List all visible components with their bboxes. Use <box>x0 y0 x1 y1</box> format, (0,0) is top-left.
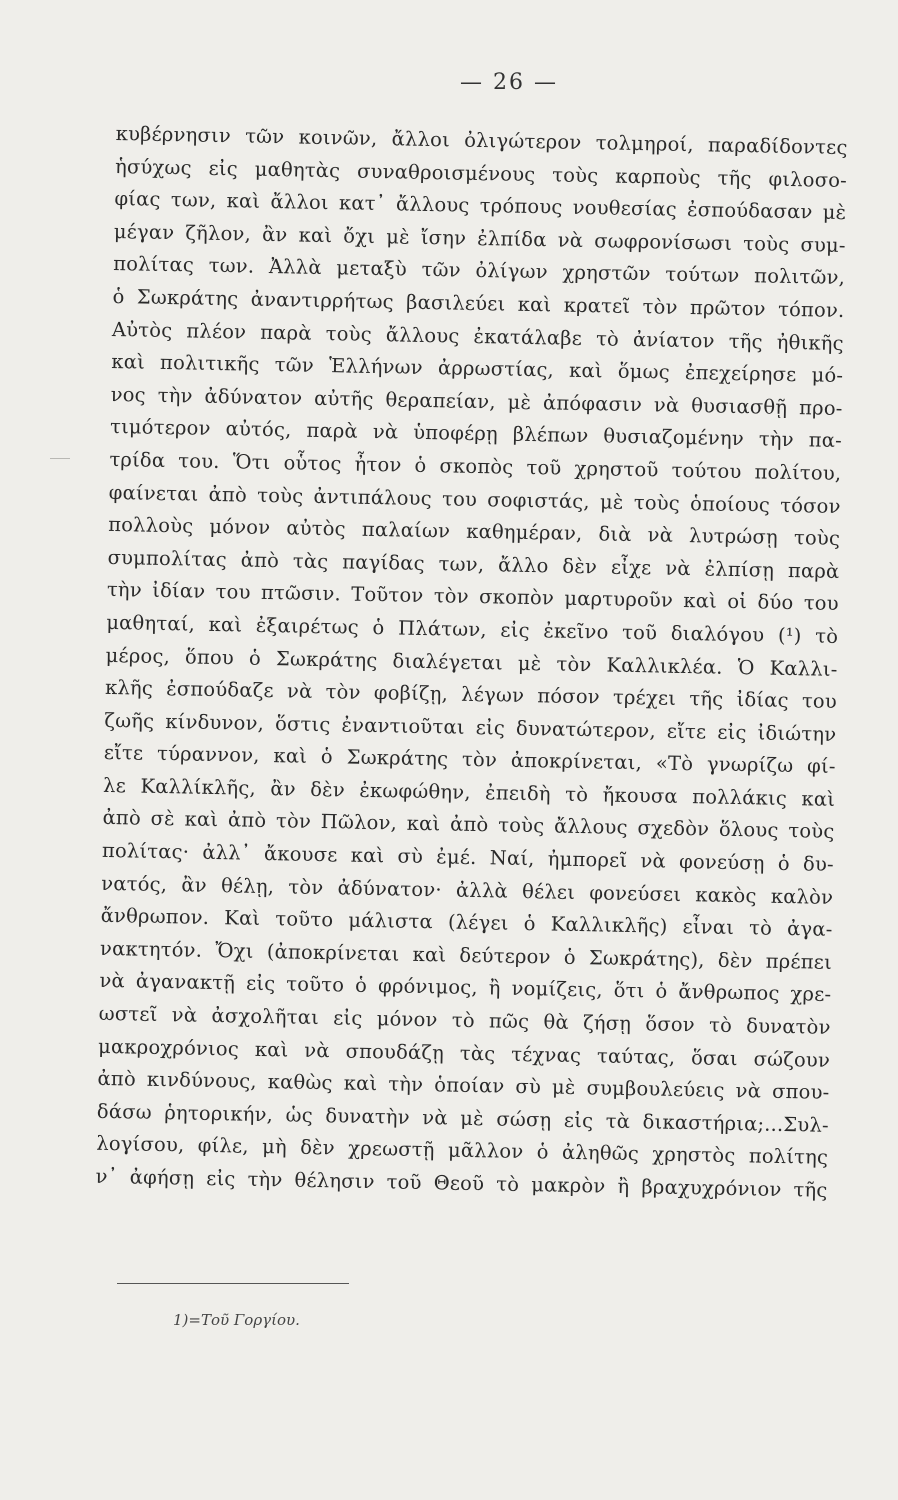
text-line: κυβέρνησιν τῶν κοινῶν, ἄλλοι ὀλιγώτερον τολμηροί, παραδίδοντες <box>115 121 848 160</box>
text-line: φαίνεται ἀπὸ τοὺς ἀντιπάλους του σοφιστάς, μὲ τοὺς ὁποίους τόσον <box>108 480 841 518</box>
text-line: τιμότερον αὐτός, παρὰ νὰ ὑποφέρῃ βλέπων θυσιαζομένην τὴν πα- <box>109 415 843 453</box>
text-line: μαθηταί, καὶ ἐξαιρέτως ὁ Πλάτων, εἰς ἐκεῖνο τοῦ διαλόγου (¹) τὸ <box>106 610 839 648</box>
text-line: τρίδα του. Ὅτι οὗτος ἦτον ὁ σκοπὸς τοῦ χρηστοῦ τούτου πολίτου, <box>109 447 842 485</box>
text-line: καὶ πολιτικῆς τῶν Ἑλλήνων ἀρρωστίας, καὶ ὅμως ἐπεχείρησε μό- <box>111 350 844 388</box>
text-line: ἀπὸ σὲ καὶ ἀπὸ τὸν Πῶλον, καὶ ἀπὸ τοὺς ἄλλους σχεδὸν ὅλους τοὺς <box>102 806 835 844</box>
text-line: πολίτας· ἀλλ᾽ ἄκουσε καὶ σὺ ἐμέ. Ναί, ἠμπορεῖ νὰ φονεύσῃ ὁ δυ- <box>101 838 835 876</box>
text-line: μέγαν ζῆλον, ἂν καὶ ὄχι μὲ ἴσην ἐλπίδα νὰ σωφρονίσωσι τοὺς συμ- <box>113 219 846 257</box>
body-text <box>95 118 848 1207</box>
text-line: ὁ Σωκράτης ἀναντιρρήτως βασιλεύει καὶ κρατεῖ τὸν πρῶτον τόπον. <box>112 284 845 322</box>
text-line: ἄνθρωπον. Καὶ τοῦτο μάλιστα (λέγει ὁ Καλλικλῆς) εἶναι τὸ ἀγα- <box>100 904 833 942</box>
text-line: ἡσύχως εἰς μαθητὰς συναθροισμένους τοὺς καρποὺς τῆς φιλοσο- <box>114 154 848 192</box>
text-line: Αὐτὸς πλέον παρὰ τοὺς ἄλλους ἐκατάλαβε τὸ ἀνίατον τῆς ἠθικῆς <box>111 317 845 355</box>
footnote: 1)=Τοῦ Γοργίου. <box>173 1311 300 1329</box>
margin-mark <box>50 458 70 459</box>
text-line: τὴν ἰδίαν του πτῶσιν. Τοῦτον τὸν σκοπὸν μαρτυροῦν καὶ οἱ δύο του <box>106 578 840 616</box>
text-line: νακτητόν. Ὄχι (ἀποκρίνεται καὶ δεύτερον ὁ Σωκράτης), δὲν πρέπει <box>99 936 833 974</box>
text-line: ωστεῖ νὰ ἀσχολῆται εἰς μόνον τὸ πῶς θὰ ζήσῃ ὅσον τὸ δυνατὸν <box>98 1001 831 1039</box>
text-line: λε Καλλίκλῆς, ἂν δὲν ἐκωφώθην, ἐπειδὴ τὸ ἤκουσα πολλάκις καὶ <box>102 773 836 811</box>
text-line: φίας των, καὶ ἄλλοι κατ᾽ ἄλλους τρόπους νουθεσίας ἐσπούδασαν μὲ <box>114 187 847 225</box>
text-line: λογίσου, φίλε, μὴ δὲν χρεωστῇ μᾶλλον ὁ ἀληθῶς χρηστὸς πολίτης <box>96 1132 829 1170</box>
text-line: νος τὴν ἀδύνατον αὐτῆς θεραπείαν, μὲ ἀπόφασιν νὰ θυσιασθῇ προ- <box>110 382 843 420</box>
text-line: μακροχρόνιος καὶ νὰ σπουδάζῃ τὰς τέχνας ταύτας, ὅσαι σώζουν <box>97 1034 831 1072</box>
footnote-divider <box>117 1283 349 1284</box>
text-line: νὰ ἀγανακτῇ εἰς τοῦτο ὁ φρόνιμος, ἢ νομίζεις, ὅτι ὁ ἄνθρωπος χρε- <box>99 969 832 1007</box>
text-line: ν᾽ ἀφήσῃ εἰς τὴν θέλησιν τοῦ Θεοῦ τὸ μακρὸν ἢ βραχυχρόνιον τῆς <box>95 1164 828 1202</box>
text-line: μέρος, ὅπου ὁ Σωκράτης διαλέγεται μὲ τὸν Καλλικλέα. Ὁ Καλλι- <box>105 643 838 681</box>
page-number: — 26 — <box>460 70 558 95</box>
text-line: πολλοὺς μόνον αὐτὸς παλαίων καθημέραν, διὰ νὰ λυτρώσῃ τοὺς <box>107 513 841 551</box>
text-line: εἴτε τύραννον, καὶ ὁ Σωκράτης τὸν ἀποκρίνεται, «Τὸ γνωρίζω φί- <box>103 741 836 779</box>
text-line: κλῆς ἐσπούδαζε νὰ τὸν φοβίζῃ, λέγων πόσον τρέχει τῆς ἰδίας του <box>104 675 838 714</box>
text-line: δάσω ῥητορικήν, ὡς δυνατὴν νὰ μὲ σώσῃ εἰς τὰ δικαστήρια;...Συλ- <box>96 1099 830 1137</box>
text-line: νατός, ἂν θέλῃ, τὸν ἀδύνατον· ἀλλὰ θέλει φονεύσει κακὸς καλὸν <box>101 871 834 909</box>
text-line: πολίτας των. Ἀλλὰ μεταξὺ τῶν ὀλίγων χρηστῶν τούτων πολιτῶν, <box>112 252 846 290</box>
text-line: συμπολίτας ἀπὸ τὰς παγίδας των, ἄλλο δὲν εἶχε νὰ ἐλπίσῃ παρὰ <box>107 545 840 583</box>
text-line: ἀπὸ κινδύνους, καθὼς καὶ τὴν ὁποίαν σὺ μὲ συμβουλεύεις νὰ σπου- <box>97 1067 830 1105</box>
text-line: ζωῆς κίνδυνον, ὅστις ἐναντιοῦται εἰς δυνατώτερον, εἴτε εἰς ἰδιώτην <box>104 708 837 746</box>
